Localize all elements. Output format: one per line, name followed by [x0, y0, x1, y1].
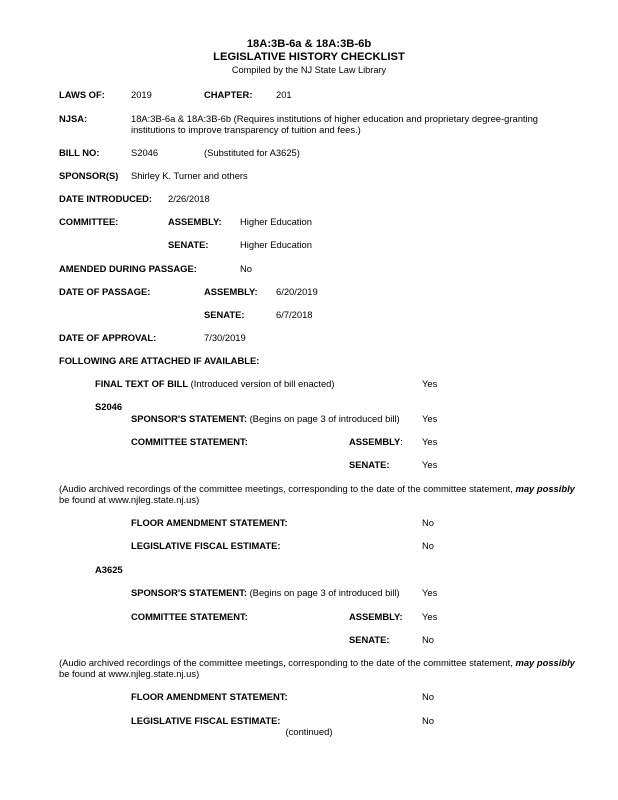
bill-no-label: BILL NO: [59, 147, 100, 158]
laws-of-label: LAWS OF: [59, 89, 105, 100]
bill-no-substitution-note: (Substituted for A3625) [204, 147, 300, 158]
committee-assembly-value: Higher Education [240, 216, 312, 227]
s2046-sponsor-statement-row [131, 413, 400, 424]
amended-label: AMENDED DURING PASSAGE: [59, 263, 197, 274]
s2046-committee-assembly-row [349, 436, 403, 447]
s2046-committee-senate-label: SENATE: [349, 459, 390, 470]
document-title: 18A:3B-6a & 18A:3B-6b [246, 38, 372, 50]
sponsor-label: SPONSOR(S) [59, 170, 119, 181]
passage-senate-label: SENATE: [204, 309, 245, 320]
a3625-audio-note-emphasis: may possibly [515, 657, 575, 668]
s2046-floor-amendment-label: FLOOR AMENDMENT STATEMENT: [131, 517, 288, 528]
document-subtitle: LEGISLATIVE HISTORY CHECKLIST [213, 51, 405, 63]
s2046-sponsor-statement-note: (Begins on page 3 of introduced bill) [249, 413, 400, 424]
s2046-audio-note-emphasis: may possibly [515, 483, 575, 494]
s2046-committee-assembly-value: Yes [422, 436, 438, 447]
a3625-committee-assembly-label: ASSEMBLY: [349, 611, 403, 622]
final-text-row [95, 378, 335, 389]
njsa-label: NJSA: [59, 113, 88, 124]
passage-senate-value: 6/7/2018 [276, 309, 313, 320]
a3625-audio-note-line2: be found at www.njleg.state.nj.us) [59, 668, 200, 679]
final-text-value: Yes [422, 378, 438, 389]
final-text-note: (Introduced version of bill enacted) [190, 378, 335, 389]
committee-senate-value: Higher Education [240, 239, 312, 250]
a3625-committee-assembly-value: Yes [422, 611, 438, 622]
s2046-committee-assembly-colon: : [400, 436, 403, 447]
passage-assembly-value: 6/20/2019 [276, 286, 318, 297]
date-introduced-label: DATE INTRODUCED: [59, 193, 153, 204]
s2046-audio-note-text: (Audio archived recordings of the committee meetings, corresponding to the date of the committee statement, [59, 483, 516, 494]
s2046-fiscal-estimate-label: LEGISLATIVE FISCAL ESTIMATE: [131, 540, 281, 551]
s2046-audio-note-line2: be found at www.njleg.state.nj.us) [59, 494, 200, 505]
date-of-approval-value: 7/30/2019 [204, 332, 246, 343]
a3625-heading: A3625 [95, 564, 123, 575]
a3625-sponsor-statement-value: Yes [422, 587, 438, 598]
committee-assembly-label: ASSEMBLY: [168, 216, 222, 227]
passage-assembly-label: ASSEMBLY: [204, 286, 258, 297]
a3625-fiscal-estimate-label: LEGISLATIVE FISCAL ESTIMATE: [131, 715, 281, 726]
chapter-label: CHAPTER: [204, 89, 253, 100]
a3625-audio-note-text: (Audio archived recordings of the committee meetings, corresponding to the date of the committee statement, [59, 657, 516, 668]
final-text-label: FINAL TEXT OF BILL [95, 378, 189, 389]
date-of-passage-label: DATE OF PASSAGE: [59, 286, 151, 297]
attached-heading: FOLLOWING ARE ATTACHED IF AVAILABLE: [59, 355, 260, 366]
committee-label: COMMITTEE: [59, 216, 119, 227]
a3625-committee-senate-value: No [422, 634, 434, 645]
chapter-value: 201 [276, 89, 292, 100]
bill-no-value: S2046 [131, 147, 159, 158]
s2046-committee-senate-value: Yes [422, 459, 438, 470]
s2046-sponsor-statement-value: Yes [422, 413, 438, 424]
njsa-description-line1: 18A:3B-6a & 18A:3B-6b (Requires institutions of higher education and proprietary degree-granting [131, 113, 539, 124]
a3625-sponsor-statement-label: SPONSOR'S STATEMENT: [131, 587, 247, 598]
a3625-sponsor-statement-note: (Begins on page 3 of introduced bill) [249, 587, 400, 598]
s2046-heading: S2046 [95, 401, 123, 412]
a3625-sponsor-statement-row [131, 587, 400, 598]
committee-senate-label: SENATE: [168, 239, 209, 250]
s2046-committee-statement-label: COMMITTEE STATEMENT: [131, 436, 248, 447]
compiled-by-line: Compiled by the NJ State Law Library [231, 65, 387, 75]
a3625-audio-note-line1 [59, 657, 575, 668]
date-introduced-value: 2/26/2018 [168, 193, 210, 204]
a3625-floor-amendment-value: No [422, 691, 434, 702]
s2046-fiscal-estimate-value: No [422, 540, 434, 551]
a3625-fiscal-estimate-value: No [422, 715, 434, 726]
s2046-audio-note-line1 [59, 483, 575, 494]
njsa-description-line2: institutions to improve transparency of tuition and fees.) [131, 124, 361, 135]
a3625-floor-amendment-label: FLOOR AMENDMENT STATEMENT: [131, 691, 288, 702]
a3625-committee-statement-label: COMMITTEE STATEMENT: [131, 611, 248, 622]
a3625-committee-senate-label: SENATE: [349, 634, 390, 645]
s2046-floor-amendment-value: No [422, 517, 434, 528]
sponsor-value: Shirley K. Turner and others [131, 170, 248, 181]
laws-of-value: 2019 [131, 89, 152, 100]
s2046-sponsor-statement-label: SPONSOR'S STATEMENT: [131, 413, 247, 424]
amended-value: No [240, 263, 252, 274]
s2046-committee-assembly-label: ASSEMBLY [349, 436, 401, 447]
date-of-approval-label: DATE OF APPROVAL: [59, 332, 157, 343]
continued-note: (continued) [285, 726, 333, 737]
